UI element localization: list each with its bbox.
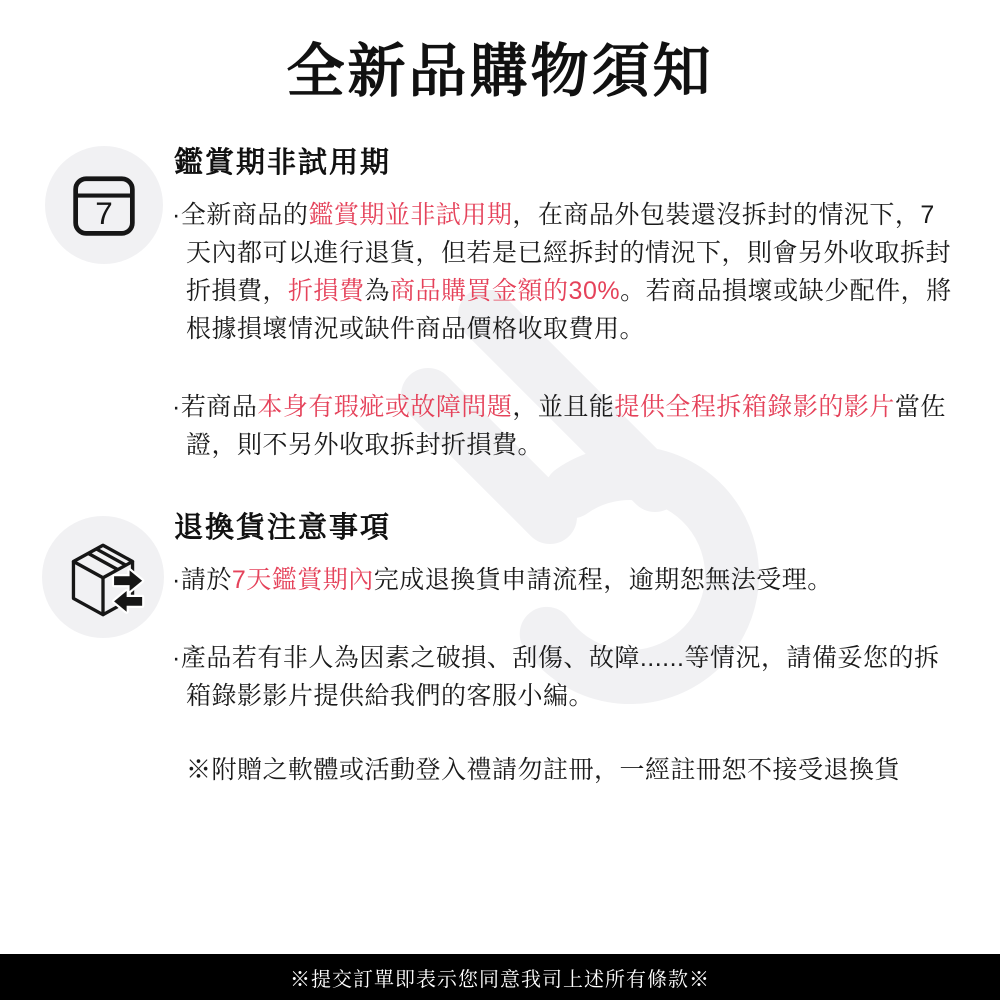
- page-title: 全新品購物須知: [286, 39, 714, 104]
- box-exchange-icon: [42, 516, 164, 638]
- body-text: ※附贈之軟體或活動登入禮請勿註冊，一經註冊恕不接受退換貨: [186, 756, 901, 784]
- highlighted-text: 折損費: [288, 277, 365, 305]
- calendar-glyph: [62, 163, 146, 247]
- section-paragraphs: [172, 196, 957, 464]
- highlighted-text: 本身有瑕疵或故障問題: [257, 393, 513, 421]
- body-text: 完成退換貨申請流程，逾期恕無法受理。: [373, 566, 833, 594]
- body-text: ，並且能: [512, 393, 615, 421]
- footer-bar: [0, 954, 1000, 1000]
- body-text: ，在商品外包裝還沒拆封的情況下，7天內都可以進行退貨，但若是已經拆封的情況下，則會另外收取拆封折損費，: [186, 201, 952, 305]
- body-text: ·若商品: [172, 393, 258, 421]
- notice-paragraph: [172, 561, 957, 599]
- section-heading: 退換貨注意事項: [174, 512, 392, 544]
- highlighted-text: 商品購買金額的30%: [390, 277, 621, 305]
- footer-agreement-text: ※提交訂單即表示您同意我司上述所有條款※: [290, 968, 710, 991]
- box-exchange-glyph: [55, 529, 151, 625]
- section-appreciation-period: [172, 140, 957, 504]
- body-text: ·請於: [172, 566, 232, 594]
- section-heading: 鑑賞期非試用期: [174, 147, 392, 179]
- notice-paragraph: [172, 388, 957, 464]
- section-paragraphs: [172, 561, 957, 789]
- notice-paragraph: [172, 196, 957, 348]
- highlighted-text: 提供全程拆箱錄影的影片: [614, 393, 895, 421]
- notice-paragraph: [172, 639, 957, 715]
- note-paragraph: [172, 751, 957, 789]
- body-text: 為: [364, 277, 391, 305]
- body-text: 。若商品損壞或缺少配件，將根據損壞情況或缺件商品價格收取費用。: [186, 277, 952, 343]
- section-return-notes: [172, 505, 957, 829]
- body-text: ·全新商品的: [172, 201, 309, 229]
- body-text: ·產品若有非人為因素之破損、刮傷、故障......等情況，請備妥您的拆箱錄影影片提供給我們的客服小編。: [172, 644, 940, 710]
- calendar-day-number: 7: [95, 194, 113, 231]
- calendar-7-icon: [45, 146, 163, 264]
- highlighted-text: 鑑賞期並非試用期: [308, 201, 513, 229]
- body-text: 當佐證，則不另外收取拆封折損費。: [186, 393, 946, 459]
- highlighted-text: 7天鑑賞期內: [231, 566, 374, 594]
